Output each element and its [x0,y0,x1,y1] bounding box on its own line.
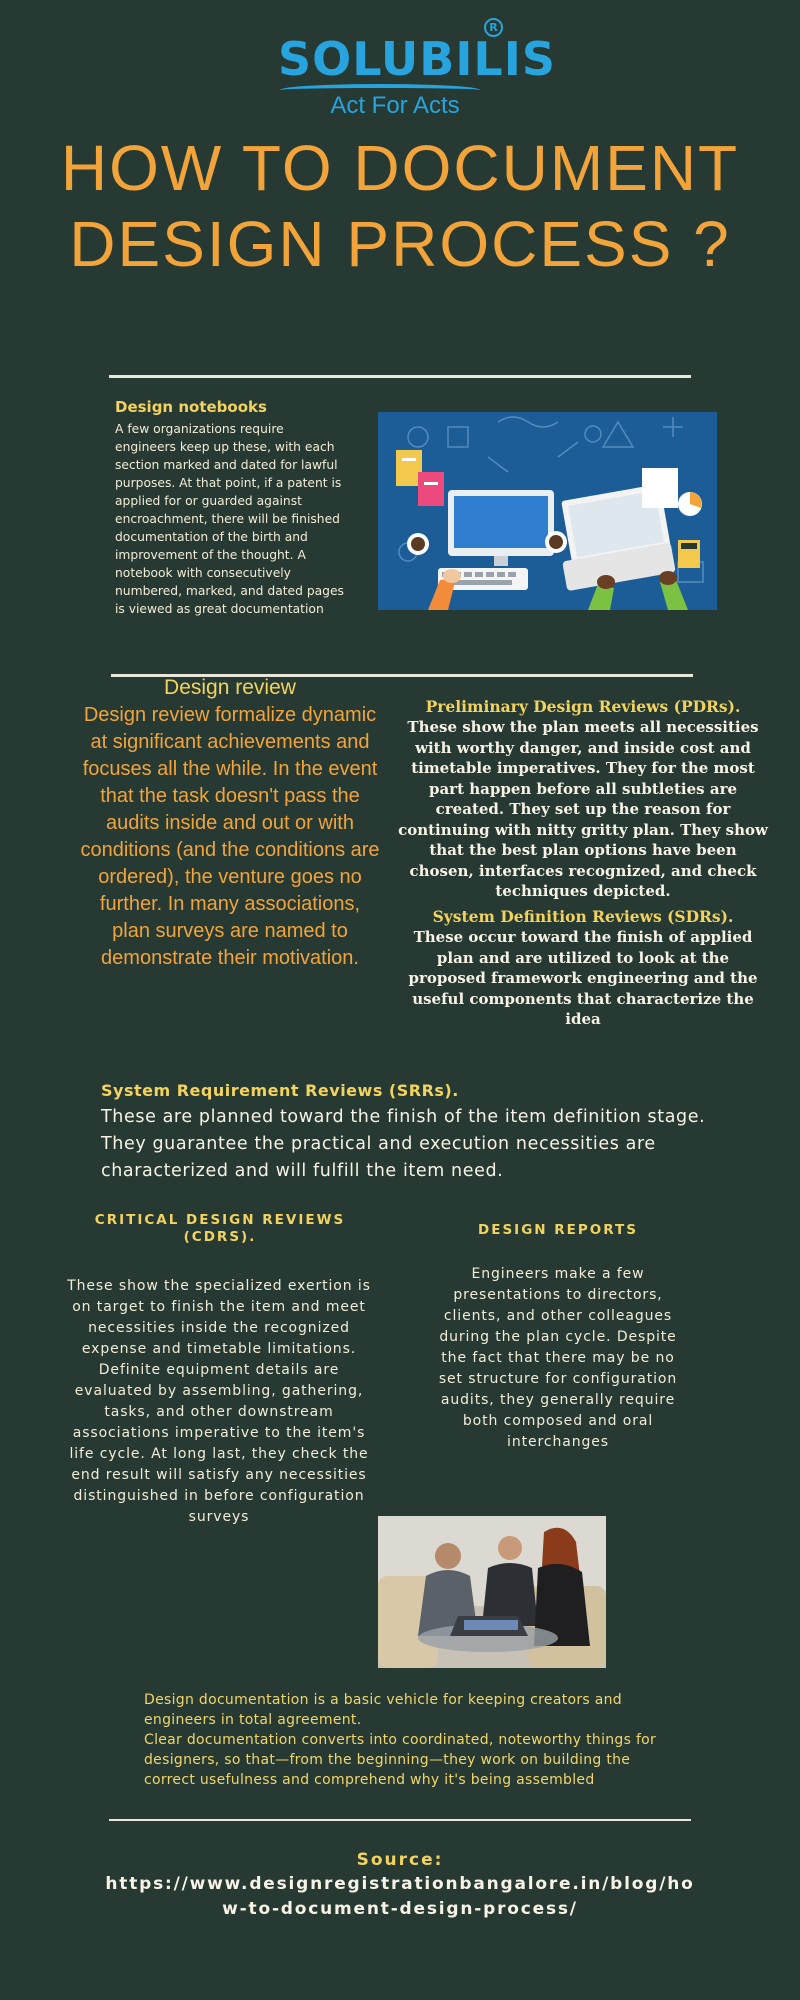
sdr-heading: System Definition Reviews (SDRs). [432,907,734,926]
divider-bottom [109,1819,691,1821]
srr-body: These are planned toward the finish of the item definition stage. They guarantee the practical and execution necessities are characterized and will fulfill the item need. [101,1107,706,1181]
summary-paragraph-1: Design documentation is a basic vehicle for keeping creators and engineers in total agreement. [144,1692,622,1728]
reports-body: Engineers make a few presentations to directors, clients, and other colleagues during the plan cycle. Despite the fact that there may be no set structure for configuration audits, they generally require both composed and oral interchanges [438,1266,678,1450]
divider-top [109,375,691,378]
source-link[interactable]: https://www.designregistrationbangalore.in/blog/how-to-document-design-process/ [105,1874,695,1919]
pdr-body: These show the plan meets all necessities with worthy danger, and inside cost and timetable imperatives. They for the most part happen before all subtleties are created. They set up the reason for continuing with nitty gritty plan. They show that the best plan options have been chosen, interfaces recognized, and check techniques depicted. [398,718,768,900]
cdr-heading: CRITICAL DESIGN REVIEWS (CDRS). [94,1212,346,1245]
logo-brand: SOLUBILIS [278,32,556,86]
source-label: Source: [356,1850,444,1870]
title-line-2: DESIGN PROCESS ? [69,208,731,280]
design-review-body: Design review formalize dynamic at significant achievements and focuses all the while. In the event that the task doesn't pass the audits inside and out or with conditions (and the conditions are ordered), the venture goes no further. In many associations, plan surveys are named to demonstrate their motivation. [80,704,380,969]
summary-paragraph-2: Clear documentation converts into coordinated, noteworthy things for designers, so that—from the beginning—they work on building the correct usefulness and comprehend why it's being assembled [144,1732,657,1788]
logo-tagline: Act For Acts [330,92,460,119]
title-line-1: HOW TO DOCUMENT [60,132,740,204]
cdr-body: These show the specialized exertion is on target to finish the item and meet necessities inside the recognized expense and timetable limitations. Definite equipment details are evaluated by assembling, gathering, tasks, and other downstream associations imperative to the item's life cycle. At long last, they check the end result will satisfy any necessities distinguished in before configuration surveys [67,1278,371,1525]
reports-heading: DESIGN REPORTS [478,1222,638,1238]
sdr-body: These occur toward the finish of applied plan and are utilized to look at the proposed framework engineering and the useful components that characterize the idea [408,928,758,1028]
solubilis-logo [270,18,556,128]
notebooks-heading: Design notebooks [115,398,267,416]
notebooks-body: A few organizations require engineers keep up these, with each section marked and dated for lawful purposes. At that point, if a patent is applied for or guarded against encroachment, there will be finished documentation of the birth and improvement of the thought. A notebook with consecutively numbered, marked, and dated pages is viewed as great documentation [115,422,344,616]
registered-mark: R [484,18,503,37]
meeting-photo-svg [378,1516,606,1668]
meeting-photo [378,1516,606,1668]
summary [144,1690,664,1790]
page-title [30,130,770,282]
srr-heading: System Requirement Reviews (SRRs). [101,1081,459,1100]
design-review-heading: Design review [164,676,296,699]
desk-illustration-svg [378,412,717,610]
pdr-heading: Preliminary Design Reviews (PDRs). [425,697,741,716]
desk-illustration [378,412,717,610]
